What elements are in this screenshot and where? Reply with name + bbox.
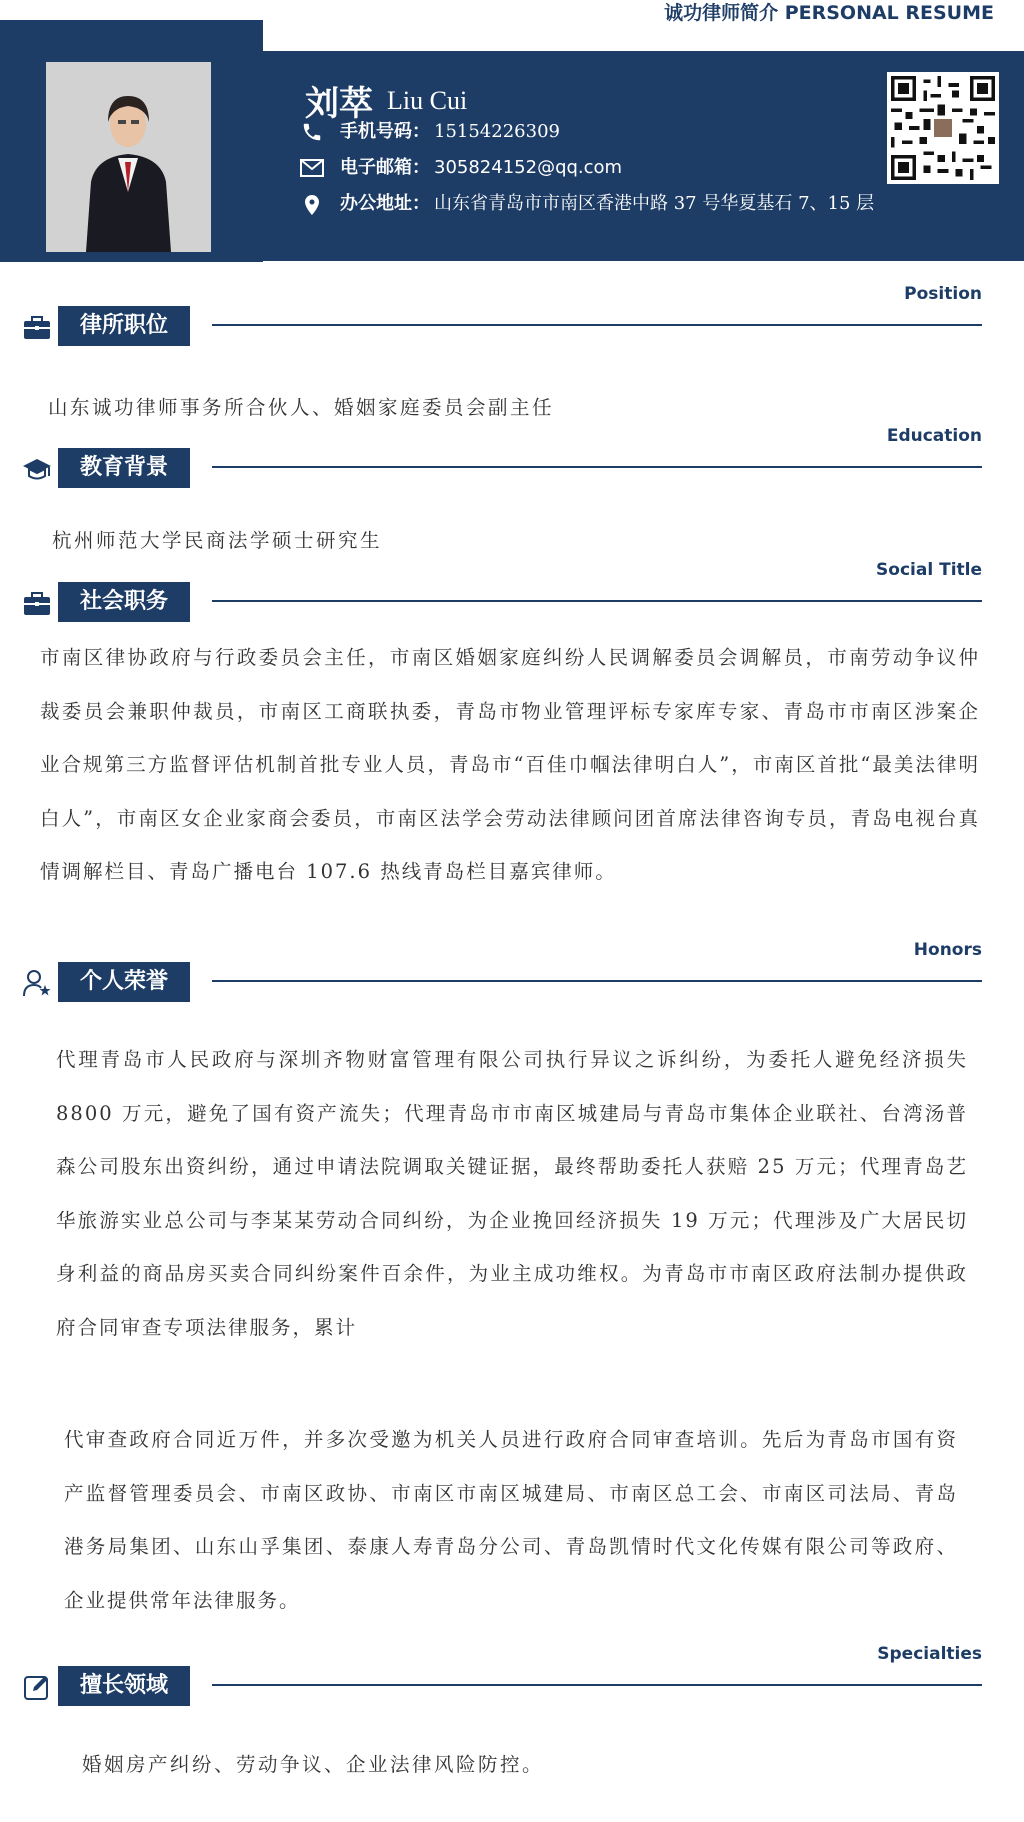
section-title-en-education: Education — [886, 426, 982, 446]
name-chinese: 刘萃 — [305, 84, 373, 124]
section-header-honors — [22, 940, 982, 1004]
address-value: 山东省青岛市市南区香港中路 37 号华夏基石 7、15 层 — [434, 193, 875, 214]
portrait-photo — [46, 62, 211, 252]
section-header-position — [22, 284, 982, 348]
email-label: 电子邮箱： — [340, 157, 430, 178]
specialties-text: 婚姻房产纠纷、劳动争议、企业法律风险防控。 — [82, 1753, 545, 1776]
section-title-position: 律所职位 — [58, 306, 190, 346]
name-english: Liu Cui — [387, 85, 468, 115]
position-text: 山东诚功律师事务所合伙人、婚姻家庭委员会副主任 — [48, 396, 555, 419]
section-title-en-social: Social Title — [876, 560, 982, 580]
section-divider — [212, 466, 982, 468]
phone-label: 手机号码： — [340, 121, 430, 142]
address-label: 办公地址： — [340, 193, 430, 214]
honors-text-part2: 代审查政府合同近万件，并多次受邀为机关人员进行政府合同审查培训。先后为青岛市国有资产监督管理委员会、市南区政协、市南区市南区城建局、市南区总工会、市南区司法局、青岛港务局集团、山东山孚集团、泰康人寿青岛分公司、青岛凯情时代文化传媒有限公司等政府、企业提供常年法律服务。 — [64, 1428, 958, 1612]
graduation-cap-icon — [22, 454, 52, 484]
phone-row — [300, 117, 560, 147]
section-divider — [212, 600, 982, 602]
honors-text-part1: 代理青岛市人民政府与深圳齐物财富管理有限公司执行异议之诉纠纷，为委托人避免经济损失 8800 万元，避免了国有资产流失；代理青岛市市南区城建局与青岛市集体企业联社、台湾汤普森公司股东出资纠纷，通过申请法院调取关键证据，最终帮助委托人获赔 25 万元；代理青岛艺华旅游实业总公司与李某某劳动合同纠纷，为企业挽回经济损失 19 万元；代理涉及广大居民切身利益的商品房买卖合同纠纷案件百余件，为业主成功维权。为青岛市市南区政府法制办提供政府合同审查专项法律服务，累计 — [56, 1048, 968, 1339]
briefcase-icon — [22, 312, 52, 342]
section-divider — [212, 324, 982, 326]
document-title: 诚功律师简介 PERSONAL RESUME — [664, 2, 994, 24]
edit-icon — [22, 1672, 52, 1702]
phone-icon — [300, 121, 326, 143]
photo-frame — [0, 20, 263, 262]
wechat-qr-code[interactable] — [887, 72, 999, 184]
education-text: 杭州师范大学民商法学硕士研究生 — [52, 529, 383, 552]
address-row — [300, 189, 874, 219]
location-pin-icon — [300, 193, 326, 215]
section-header-social — [22, 560, 982, 624]
section-header-education — [22, 426, 982, 490]
user-star-icon — [22, 968, 52, 998]
section-header-specialties — [22, 1644, 982, 1708]
section-title-en-specialties: Specialties — [877, 1644, 982, 1664]
section-title-honors: 个人荣誉 — [58, 962, 190, 1002]
section-title-social: 社会职务 — [58, 582, 190, 622]
email-row — [300, 153, 622, 183]
social-text: 市南区律协政府与行政委员会主任，市南区婚姻家庭纠纷人民调解委员会调解员，市南劳动争议仲裁委员会兼职仲裁员，市南区工商联执委，青岛市物业管理评标专家库专家、青岛市市南区涉案企业合规第三方监督评估机制首批专业人员，青岛市“百佳巾帼法律明白人”，市南区首批“最美法律明白人”，市南区女企业家商会委员，市南区法学会劳动法律顾问团首席法律咨询专员，青岛电视台真情调解栏目、青岛广播电台 107.6 热线青岛栏目嘉宾律师。 — [40, 646, 980, 883]
section-title-en-honors: Honors — [913, 940, 982, 960]
section-divider — [212, 980, 982, 982]
briefcase-icon — [22, 588, 52, 618]
section-title-en-position: Position — [904, 284, 982, 304]
section-divider — [212, 1684, 982, 1686]
phone-value[interactable]: 15154226309 — [434, 121, 560, 142]
section-title-specialties: 擅长领域 — [58, 1666, 190, 1706]
section-title-education: 教育背景 — [58, 448, 190, 488]
mail-icon — [300, 157, 326, 179]
email-value[interactable]: 305824152@qq.com — [434, 157, 623, 178]
